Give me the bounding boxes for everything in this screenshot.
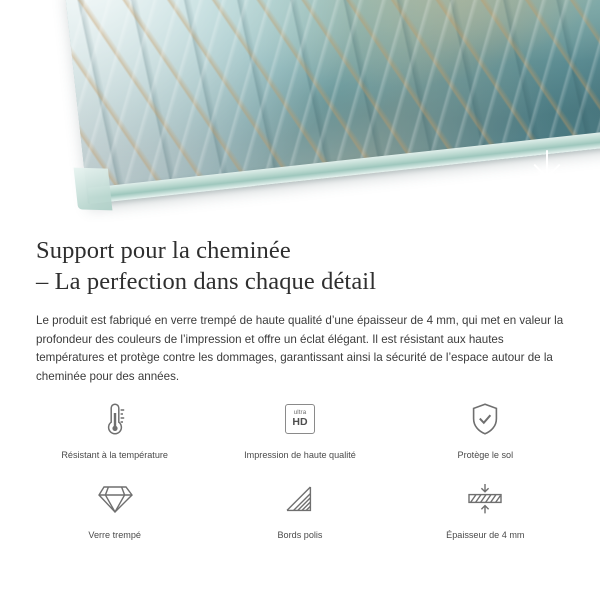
hero-image [0, 0, 600, 222]
headline-line-2: – La perfection dans chaque détail [36, 267, 377, 295]
product-description [0, 222, 600, 387]
feature-tempered-glass [22, 476, 207, 542]
feature-thickness-4mm [393, 476, 578, 542]
feature-label: Résistant à la température [61, 450, 168, 460]
feature-label: Protège le sol [457, 450, 514, 460]
glass-panel-corner [74, 168, 113, 211]
thickness-arrows-icon [462, 476, 508, 522]
feature-temperature-resistant [22, 396, 207, 462]
feature-floor-protection [393, 396, 578, 462]
feature-label: Impression de haute qualité [244, 450, 356, 460]
feature-label: Verre trempé [88, 529, 141, 540]
polished-edges-icon [277, 476, 323, 522]
ultra-hd-icon [277, 396, 323, 442]
page-title [0, 222, 600, 298]
headline-line-1: Support pour la cheminée [36, 237, 291, 264]
feature-high-quality-print [207, 396, 392, 462]
feature-polished-edges [207, 476, 392, 542]
diamond-icon [92, 476, 138, 522]
feature-label: Épaisseur de 4 mm [446, 529, 525, 540]
description-paragraph: Le produit est fabriqué en verre trempé de haute qualité d’une épaisseur de 4 mm, qui met en valeur la profondeur des couleurs de l’impression et offre un éclat élégant. Il est résistant aux hautes températures et protège contre les dommages, garantissant ainsi la sécurité de l’espace autour de la cheminée pour des années. [36, 313, 564, 384]
ultra-hd-bottom-label: HD [292, 416, 308, 429]
ultra-hd-top-label: ultra [293, 409, 307, 417]
feature-grid [0, 396, 600, 542]
thermometer-icon [92, 396, 138, 442]
shield-check-icon [462, 396, 508, 442]
sparkle-icon [520, 150, 574, 204]
feature-label: Bords polis [277, 529, 323, 540]
